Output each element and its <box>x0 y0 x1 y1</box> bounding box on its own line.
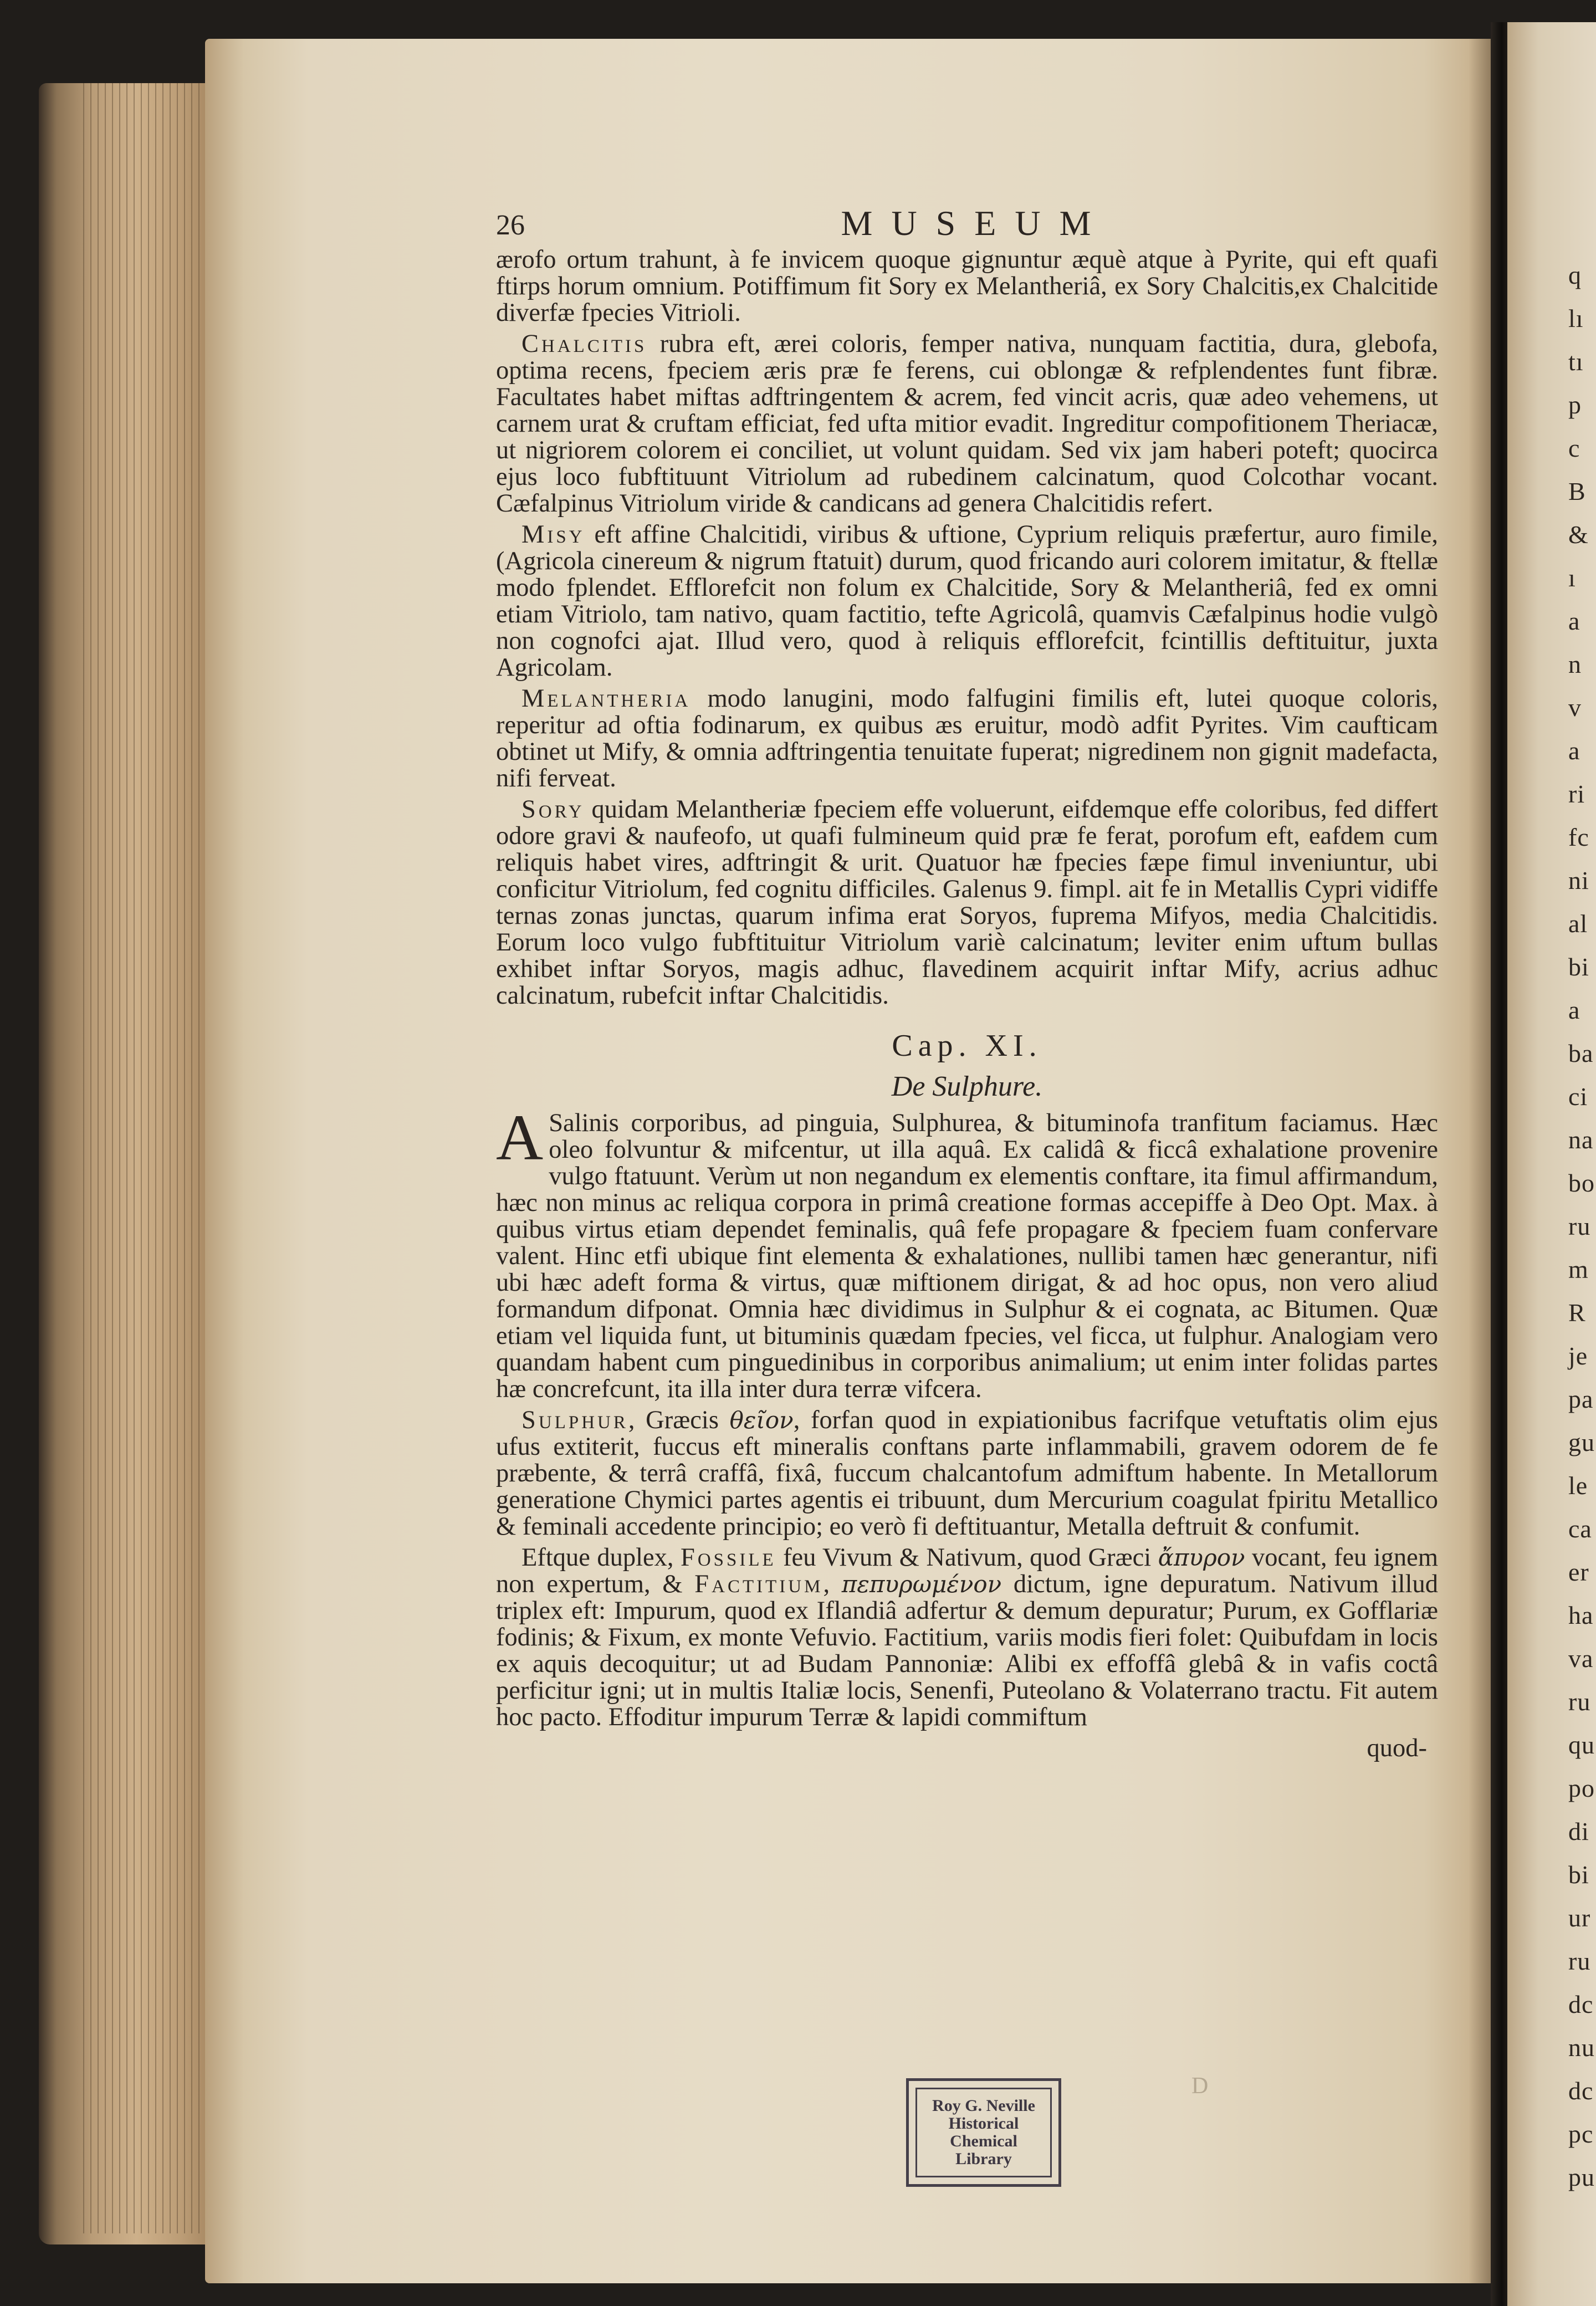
facing-page-fragment: a <box>1568 737 1580 765</box>
facing-page-fragment: va <box>1568 1644 1594 1673</box>
greek-word-theion: θεῖον <box>729 1407 794 1434</box>
facing-page-fragment: nu <box>1568 2033 1595 2062</box>
library-stamp-inner <box>915 2088 1052 2177</box>
facing-page-fragment: ci <box>1568 1082 1588 1111</box>
facing-page-fragment: je <box>1568 1342 1588 1370</box>
signature-mark: D <box>1191 2073 1209 2099</box>
facing-page-fragment: ri <box>1568 780 1585 808</box>
facing-page-fragment: a <box>1568 996 1580 1024</box>
paragraph-1-text: ærofo ortum trahunt, à fe invicem quoque gignuntur æquè atque à Pyrite, qui eft quafi ftirps horum omnium. Potiffimum fit Sory ex Melantheriâ, ex Sory Chalcitis,ex Chalcitide diverfæ fpecies Vitrioli. <box>496 246 1438 327</box>
catchword: quod- <box>1367 1734 1427 1762</box>
paragraph-sulphure-intro-text: Salinis corporibus, ad pinguia, Sulphurea, & bituminofa tranfitum faciamus. Hæc oleo folvuntur & mifcentur, ut illa aquâ. Ex calidâ & ficcâ exhalatione provenire vulgo ftatuunt. Verùm ut non negandum ex elementis conftare, ita fimul affirmandum, hæc non minus ac reliqua corpora in primâ creatione formas accepiffe à Deo Opt. Max. à quibus virtus etiam dependet feminalis, quâ fefe propagare & fpeciem fuam confervare valent. Hinc etfi ubique fint elementa & exhalationes, nullibi tamen hæc generantur, nifi ubi hæc adeft forma & virtus, quæ miftionem dirigat, & ad hoc opus, non vero aliud formandum difponat. Omnia hæc dividimus in Sulphur & ei cognata, ac Bitumen. Quæ etiam vel liquida funt, ut bituminis quædam fpecies, vel ficca, ut fulphur. Analogiam vero quandam habent cum pinguedinibus in corporibus animalium; ut enim inter folidas partes hæ concrefcunt, ita illa inter dura terræ vifcera. <box>496 1109 1438 1403</box>
paragraph-sory-text: quidam Melantheriæ fpeciem effe voluerunt, eifdemque effe coloribus, fed differt odore gravi & naufeofo, ut quafi fulmineum quid præ fe ferat, porofum eft, eafdem cum reliquis habet vires, adftringit & urit. Quatuor hæ fpecies fæpe fimul inveniuntur, ubi conficitur Vitriolum, fed cognitu difficiles. Galenus 9. fimpl. ait fe in Metallis Cypri vidiffe ternas zonas junctas, quarum infima erat Soryos, fuprema Mifyos, media Chalcitidis. Eorum loco vulgo fubftituitur Vitriolum variè calcinatum; leviter enim uftum bullas exhibet inftar Soryos, magis adhuc, flavedinem acquirit inftar Mify, acrius adhuc calcinatum, rubefcit inftar Chalcitidis. <box>496 795 1438 1010</box>
paragraph-chalcitis-text: rubra eft, ærei coloris, femper nativa, nunquam factitia, dura, glebofa, optima recens, fpeciem æris præ fe ferens, cui oblongæ & refplendentes funt fibræ. Facultates habet miftas adftringentem & acrem, fed vincit acris, quæ adeo vehemens, ut carnem urat & cruftam efficiat, fed ufta mitior evadit. Ingreditur compofitionem Theriacæ, ut nigriorem colorem ei conciliet, ut volunt quidam. Sed vix jam haberi poteft; quocirca ejus loco fubftituunt Vitriolum ad rubedinem calcinatum, quod Colcothar vocant. Cæfalpinus Vitriolum viride & candicans ad genera Chalcitidis refert. <box>496 330 1438 518</box>
paragraph-sulphur-text-a: , Græcis <box>628 1406 730 1434</box>
facing-page-fragment: bo <box>1568 1169 1595 1197</box>
facing-page-fragment: le <box>1568 1471 1588 1500</box>
stamp-line-3: Chemical <box>950 2132 1017 2150</box>
page-edges <box>83 83 211 2233</box>
chapter-heading: Cap. XI. <box>892 1029 1042 1063</box>
paragraph-sory <box>496 796 1438 1009</box>
term-fossile: Fossile <box>680 1543 776 1572</box>
paragraph-duplex-text-e: dictum, igne depuratum. Nativum illud triplex eft: Impurum, quod ex Iflandiâ adfertur & demum depuratur; Purum, ex Gofflariæ fodinis; & Fixum, ex monte Vefuvio. Factitium, variis modis fieri folet: Quibufdam in locis ex aquis decoquitur; ut ad Budam Pannoniæ: Alibi ex effoffâ glebâ & in vafis coctâ perficitur igni; ut in multis Italiæ locis, Senenfi, Puteolano & Volaterrano tractu. Fit autem hoc pacto. Effoditur impurum Terræ & lapidi commiftum <box>496 1570 1439 1731</box>
facing-page-fragment: v <box>1568 693 1582 722</box>
term-chalcitis: Chalcitis <box>521 330 647 358</box>
facing-page-fragment: c <box>1568 434 1580 462</box>
facing-page-fragment: ca <box>1568 1515 1592 1543</box>
facing-page-fragment: q <box>1568 261 1582 289</box>
facing-page-fragment: p <box>1568 391 1582 419</box>
facing-page-fragment: ru <box>1568 1688 1591 1716</box>
facing-page-fragment: tı <box>1568 347 1584 376</box>
facing-page-fragment: er <box>1568 1558 1589 1586</box>
facing-page-fragment: a <box>1568 607 1580 635</box>
paragraph-duplex-text-c: vocant, feu ignem non expertum, & <box>496 1543 1438 1598</box>
facing-page-fragment: pu <box>1568 2163 1595 2191</box>
stamp-line-2: Historical <box>948 2114 1019 2133</box>
paragraph-chalcitis <box>496 331 1438 517</box>
facing-page-fragment: gu <box>1568 1428 1595 1456</box>
page-number: 26 <box>496 209 525 241</box>
term-factitium: Factitium <box>694 1570 823 1598</box>
paragraph-duplex-text-a: Eftque duplex, <box>521 1543 681 1572</box>
facing-page-fragment: B <box>1568 477 1586 505</box>
facing-page-fragment: m <box>1568 1255 1589 1284</box>
facing-page-fragment: pa <box>1568 1385 1594 1413</box>
facing-page-fragment: ha <box>1568 1601 1594 1629</box>
facing-page-fragment: & <box>1568 520 1589 549</box>
paragraph-sulphure-intro <box>496 1101 1438 1403</box>
greek-word-apyron: ἄπυρον <box>1158 1544 1245 1571</box>
text-block <box>496 203 1439 1762</box>
facing-page-fragment: ru <box>1568 1947 1591 1975</box>
paragraph-misy-text: eft affine Chalcitidi, viribus & uftione, Cyprium reliquis præfertur, auro fimile, (Agricola cinereum & nigrum ftatuit) durum, quod fricando auri colorem imitatur, & ftellæ modo fplendet. Efflorefcit non folum ex Chalcitide, Sory & Melantheriâ, fed ex omni etiam Vitriolo, tam nativo, quam factitio, tefte Agricolâ, quamvis Cæfalpinus hodie vulgò non cognofci ajat. Illud vero, quod à reliquis efflorefcit, fcintillis deftituitur, juxta Agricolam. <box>496 520 1438 682</box>
facing-page-fragment: dc <box>1568 2077 1594 2105</box>
facing-page-fragment: ni <box>1568 866 1589 894</box>
term-sory: Sory <box>521 795 585 824</box>
drop-cap: A <box>496 1101 544 1174</box>
facing-page-fragment: lı <box>1568 304 1584 333</box>
facing-page-fragment: al <box>1568 909 1588 938</box>
page-header <box>496 203 1438 247</box>
paragraph-1 <box>496 247 1438 326</box>
stamp-line-1: Roy G. Neville <box>932 2097 1035 2115</box>
paragraph-sulphur-text-b: , forfan quod in expiationibus facrifque vetuftatis olim ejus ufus extiterit, fuccus eft mineralis conftans parte inflammabili, gravem odorem de fe præbente, & terrâ craffâ, fixâ, fuccum chalcantofum admiftum habente. In Metallorum generatione Chymici partes agentis ei tribuunt, dum Mercurium coagulat fpiritu Metallico & feminali accedente principio; eo verò fi deftituantur, Metalla deftruit & confumit. <box>496 1406 1438 1541</box>
paragraph-melantheria-text: modo lanugini, modo falfugini fimilis eft, lutei quoque coloris, reperitur ad oftia fodinarum, ex quibus æs eruitur, modò adfit Pyrites. Vim caufticam obtinet ut Mify, & omnia adftringentia tenuitate fuperat; nigredinem non gignit madefacta, nifi ferveat. <box>496 684 1438 792</box>
facing-page-fragment: ba <box>1568 1039 1594 1067</box>
paragraph-duplex <box>496 1545 1438 1731</box>
facing-page-fragment: n <box>1568 650 1582 678</box>
paragraph-sulphur <box>496 1407 1438 1540</box>
paragraph-duplex-text-d: , <box>823 1570 842 1598</box>
paragraph-misy <box>496 521 1438 681</box>
facing-page-fragment: ı <box>1568 564 1576 592</box>
facing-page-fragment: dc <box>1568 1990 1594 2018</box>
paragraph-melantheria <box>496 686 1438 792</box>
facing-page-fragment: ur <box>1568 1904 1591 1932</box>
stamp-line-4: Library <box>955 2150 1012 2168</box>
library-stamp <box>906 2078 1061 2187</box>
term-misy: Misy <box>521 520 585 549</box>
facing-page-fragment: ru <box>1568 1212 1591 1240</box>
facing-page-fragment: R <box>1568 1298 1586 1327</box>
term-sulphur: Sulphur <box>521 1406 628 1434</box>
facing-page-fragment: na <box>1568 1126 1594 1154</box>
facing-page-fragment: po <box>1568 1774 1595 1802</box>
paragraph-duplex-text-b: feu Vivum & Nativum, quod Græci <box>776 1543 1158 1572</box>
facing-page-fragment: pc <box>1568 2120 1594 2148</box>
running-title: MUSEUM <box>841 203 1110 243</box>
facing-page-fragment: di <box>1568 1817 1589 1845</box>
term-melantheria: Melantheria <box>521 684 691 713</box>
greek-word-pepyromenon: πεπυρωμένον <box>841 1571 1002 1598</box>
chapter-subtitle: De Sulphure. <box>891 1071 1043 1102</box>
facing-page-fragment: bi <box>1568 953 1589 981</box>
facing-page-fragment: qu <box>1568 1731 1595 1759</box>
facing-page-fragment: fc <box>1568 823 1589 851</box>
facing-page-fragment: bi <box>1568 1860 1589 1889</box>
